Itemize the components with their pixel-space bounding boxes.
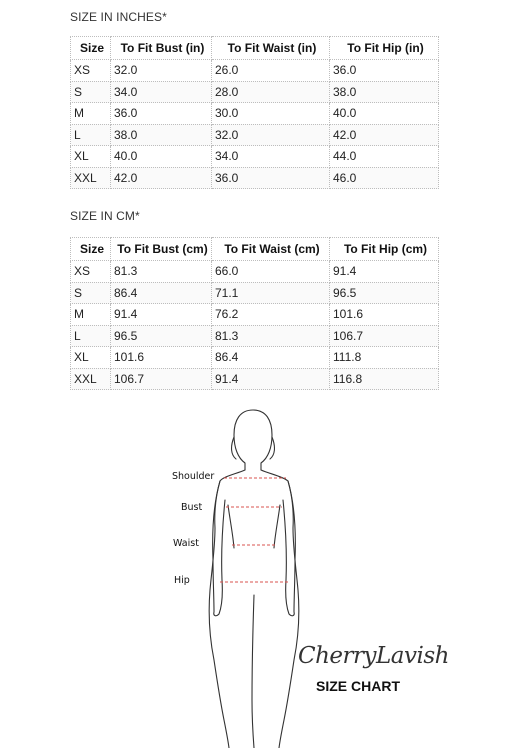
waist-label: Waist xyxy=(173,538,199,549)
hip-cell: 116.8 xyxy=(330,368,439,390)
waist-cell: 28.0 xyxy=(212,81,330,103)
hip-cell: 46.0 xyxy=(330,167,439,189)
table-row xyxy=(71,261,439,283)
table-row xyxy=(71,368,439,390)
bust-cell: 36.0 xyxy=(111,103,212,125)
inches-section-title: SIZE IN INCHES* xyxy=(70,10,167,24)
column-header-waist: To Fit Waist (in) xyxy=(212,37,330,60)
hip-cell: 101.6 xyxy=(330,304,439,326)
table-row xyxy=(71,146,439,168)
waist-cell: 66.0 xyxy=(212,261,330,283)
size-cell: S xyxy=(71,81,111,103)
hip-cell: 42.0 xyxy=(330,124,439,146)
size-cell: M xyxy=(71,304,111,326)
size-cell: XS xyxy=(71,261,111,283)
size-cell: L xyxy=(71,124,111,146)
table-header-row xyxy=(71,37,439,60)
brand-logo: CherryLavish xyxy=(298,643,449,669)
table-row xyxy=(71,60,439,82)
hip-cell: 106.7 xyxy=(330,325,439,347)
bust-cell: 101.6 xyxy=(111,347,212,369)
inches-size-table xyxy=(70,36,439,189)
column-header-waist: To Fit Waist (cm) xyxy=(212,238,330,261)
cm-section-title: SIZE IN CM* xyxy=(70,209,140,223)
size-cell: S xyxy=(71,282,111,304)
hip-cell: 36.0 xyxy=(330,60,439,82)
bust-cell: 34.0 xyxy=(111,81,212,103)
bust-cell: 91.4 xyxy=(111,304,212,326)
bust-label: Bust xyxy=(181,502,203,513)
table-row xyxy=(71,167,439,189)
column-header-bust: To Fit Bust (cm) xyxy=(111,238,212,261)
waist-inner-outline xyxy=(228,505,280,548)
column-header-size: Size xyxy=(71,37,111,60)
column-header-size: Size xyxy=(71,238,111,261)
waist-cell: 34.0 xyxy=(212,146,330,168)
size-cell: XS xyxy=(71,60,111,82)
table-row xyxy=(71,124,439,146)
shoulder-label: Shoulder xyxy=(172,471,215,482)
bust-cell: 40.0 xyxy=(111,146,212,168)
bust-cell: 81.3 xyxy=(111,261,212,283)
hip-cell: 44.0 xyxy=(330,146,439,168)
hip-cell: 38.0 xyxy=(330,81,439,103)
waist-cell: 81.3 xyxy=(212,325,330,347)
size-cell: M xyxy=(71,103,111,125)
waist-cell: 30.0 xyxy=(212,103,330,125)
waist-cell: 71.1 xyxy=(212,282,330,304)
size-cell: L xyxy=(71,325,111,347)
size-chart-caption: SIZE CHART xyxy=(316,678,400,694)
size-cell: XXL xyxy=(71,368,111,390)
hip-cell: 40.0 xyxy=(330,103,439,125)
table-header-row xyxy=(71,238,439,261)
cm-size-table xyxy=(70,237,439,390)
bust-cell: 86.4 xyxy=(111,282,212,304)
waist-cell: 86.4 xyxy=(212,347,330,369)
waist-cell: 76.2 xyxy=(212,304,330,326)
torso-right-outline xyxy=(261,470,299,748)
bust-cell: 42.0 xyxy=(111,167,212,189)
bust-cell: 96.5 xyxy=(111,325,212,347)
table-row xyxy=(71,103,439,125)
bust-cell: 32.0 xyxy=(111,60,212,82)
size-cell: XXL xyxy=(71,167,111,189)
waist-cell: 32.0 xyxy=(212,124,330,146)
table-row xyxy=(71,304,439,326)
size-cell: XL xyxy=(71,146,111,168)
table-row xyxy=(71,347,439,369)
column-header-bust: To Fit Bust (in) xyxy=(111,37,212,60)
hip-cell: 91.4 xyxy=(330,261,439,283)
body-outline-figure xyxy=(0,400,512,748)
column-header-hip: To Fit Hip (in) xyxy=(330,37,439,60)
bust-cell: 106.7 xyxy=(111,368,212,390)
waist-cell: 26.0 xyxy=(212,60,330,82)
table-row xyxy=(71,81,439,103)
table-row xyxy=(71,282,439,304)
hip-cell: 96.5 xyxy=(330,282,439,304)
size-cell: XL xyxy=(71,347,111,369)
waist-cell: 91.4 xyxy=(212,368,330,390)
hip-label: Hip xyxy=(174,575,190,586)
column-header-hip: To Fit Hip (cm) xyxy=(330,238,439,261)
waist-cell: 36.0 xyxy=(212,167,330,189)
leg-gap-outline xyxy=(252,595,254,748)
table-row xyxy=(71,325,439,347)
bust-cell: 38.0 xyxy=(111,124,212,146)
hip-cell: 111.8 xyxy=(330,347,439,369)
head-outline xyxy=(234,410,272,470)
